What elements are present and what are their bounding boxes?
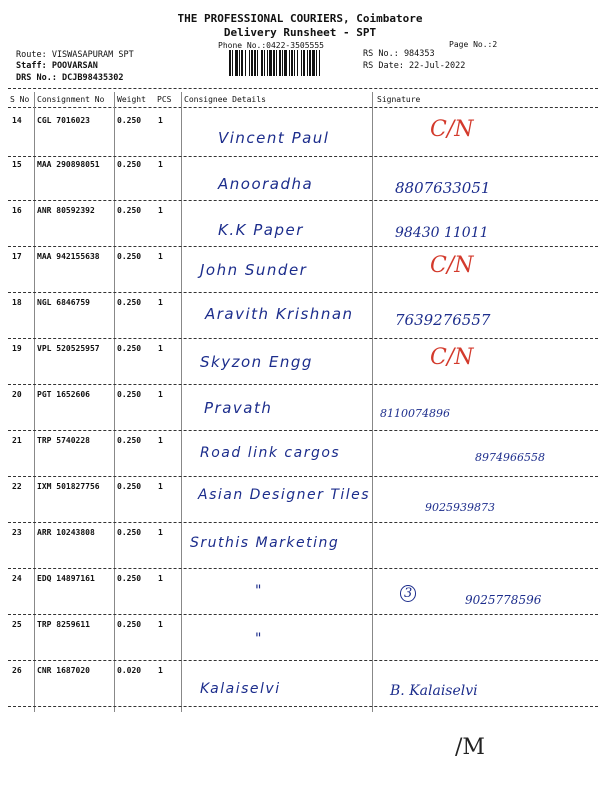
row-mark: C/N (430, 117, 474, 142)
table-row (0, 341, 600, 387)
row-consignment: EDQ 14897161 (37, 574, 95, 583)
row-consignee: " (255, 583, 263, 599)
rs-date: RS Date: 22-Jul-2022 (363, 61, 466, 71)
col-consignee: Consignee Details (184, 95, 266, 104)
row-sno: 19 (12, 344, 22, 353)
col-pcs: PCS (157, 95, 172, 104)
row-signature: 8807633051 (395, 179, 491, 197)
row-consignee: Road link cargos (200, 445, 341, 461)
table-row (0, 295, 600, 341)
row-consignment: ANR 80592392 (37, 206, 95, 215)
row-sno: 20 (12, 390, 22, 399)
table-row (0, 387, 600, 433)
row-sno: 24 (12, 574, 22, 583)
row-consignee: John Sunder (200, 261, 308, 279)
staff: Staff: POOVARSAN (16, 61, 98, 71)
row-consignment: MAA 290898051 (37, 160, 100, 169)
row-weight: 0.250 (117, 528, 142, 537)
row-mark: C/N (430, 253, 474, 278)
table-row (0, 525, 600, 571)
table-row (0, 663, 600, 709)
barcode (229, 50, 359, 76)
row-pcs: 1 (158, 620, 163, 629)
table-row (0, 249, 600, 295)
row-sno: 15 (12, 160, 22, 169)
row-consignment: CGL 7016023 (37, 116, 90, 125)
row-weight: 0.250 (117, 252, 142, 261)
row-divider (8, 338, 598, 339)
route: Route: VISWASAPURAM SPT (16, 50, 134, 60)
row-divider (8, 614, 598, 615)
row-pcs: 1 (158, 528, 163, 537)
row-consignee: Kalaiselvi (200, 681, 281, 697)
row-sno: 16 (12, 206, 22, 215)
row-signature: 98430 11011 (395, 225, 489, 241)
row-consignment: TRP 8259611 (37, 620, 90, 629)
row-pcs: 1 (158, 482, 163, 491)
row-consignee: Pravath (204, 399, 273, 417)
row-pcs: 1 (158, 160, 163, 169)
row-signature: 8974966558 (475, 451, 545, 464)
row-pcs: 1 (158, 252, 163, 261)
row-weight: 0.250 (117, 390, 142, 399)
row-sno: 21 (12, 436, 22, 445)
runsheet-title: Delivery Runsheet - SPT (223, 26, 377, 39)
column-divider (8, 107, 598, 108)
row-weight: 0.250 (117, 620, 142, 629)
row-mark: 3 (400, 585, 416, 602)
col-signature: Signature (377, 95, 421, 104)
table-row (0, 113, 600, 159)
row-weight: 0.250 (117, 344, 142, 353)
row-pcs: 1 (158, 574, 163, 583)
header-divider (8, 88, 598, 89)
table-row (0, 571, 600, 617)
row-weight: 0.250 (117, 436, 142, 445)
row-pcs: 1 (158, 116, 163, 125)
row-weight: 0.250 (117, 116, 142, 125)
row-divider (8, 706, 598, 707)
table-row (0, 479, 600, 525)
row-pcs: 1 (158, 206, 163, 215)
row-consignee: Vincent Paul (218, 129, 330, 147)
row-consignment: TRP 5740228 (37, 436, 90, 445)
row-sno: 26 (12, 666, 22, 675)
row-sno: 18 (12, 298, 22, 307)
row-weight: 0.250 (117, 206, 142, 215)
drs-number: DRS No.: DCJB98435302 (16, 73, 124, 83)
row-consignment: NGL 6846759 (37, 298, 90, 307)
footer-mark: /M (455, 735, 485, 760)
row-divider (8, 384, 598, 385)
row-consignment: PGT 1652606 (37, 390, 90, 399)
row-sno: 22 (12, 482, 22, 491)
row-signature: 8110074896 (380, 407, 450, 420)
table-row (0, 157, 600, 203)
row-consignee: Skyzon Engg (200, 353, 313, 371)
row-consignee: Aravith Krishnan (205, 305, 354, 323)
table-row (0, 433, 600, 479)
row-pcs: 1 (158, 436, 163, 445)
row-divider (8, 568, 598, 569)
row-consignment: IXM 501827756 (37, 482, 100, 491)
row-sno: 14 (12, 116, 22, 125)
col-weight: Weight (117, 95, 146, 104)
row-pcs: 1 (158, 666, 163, 675)
row-signature: 9025939873 (425, 501, 495, 514)
row-consignee: " (255, 631, 263, 647)
row-weight: 0.250 (117, 160, 142, 169)
row-sno: 23 (12, 528, 22, 537)
row-divider (8, 430, 598, 431)
row-signature: 9025778596 (465, 593, 542, 607)
row-signature: B. Kalaiselvi (390, 683, 478, 699)
row-consignee: Sruthis Marketing (190, 535, 340, 551)
row-weight: 0.020 (117, 666, 142, 675)
row-divider (8, 522, 598, 523)
row-weight: 0.250 (117, 574, 142, 583)
phone-number: Phone No.:0422-3505555 (218, 41, 324, 50)
table-row (0, 617, 600, 663)
row-consignee: K.K Paper (218, 221, 304, 239)
row-pcs: 1 (158, 390, 163, 399)
row-divider (8, 246, 598, 247)
row-divider (8, 292, 598, 293)
row-sno: 17 (12, 252, 22, 261)
row-consignment: VPL 520525957 (37, 344, 100, 353)
row-pcs: 1 (158, 298, 163, 307)
row-weight: 0.250 (117, 482, 142, 491)
row-consignee: Asian Designer Tiles (198, 487, 371, 503)
col-sno: S No (10, 95, 30, 104)
row-mark: C/N (430, 345, 474, 370)
row-divider (8, 200, 598, 201)
col-consignment: Consignment No (37, 95, 105, 104)
table-row (0, 203, 600, 249)
row-weight: 0.250 (117, 298, 142, 307)
company-name: THE PROFESSIONAL COURIERS, Coimbatore (177, 12, 423, 25)
row-divider (8, 660, 598, 661)
row-consignment: CNR 1687020 (37, 666, 90, 675)
row-consignee: Anooradha (218, 175, 314, 193)
page-number: Page No.:2 (449, 40, 498, 49)
rs-number: RS No.: 984353 (363, 49, 435, 59)
row-signature: 7639276557 (395, 311, 491, 329)
row-sno: 25 (12, 620, 22, 629)
row-consignment: MAA 942155638 (37, 252, 100, 261)
row-divider (8, 476, 598, 477)
row-consignment: ARR 10243808 (37, 528, 95, 537)
row-pcs: 1 (158, 344, 163, 353)
